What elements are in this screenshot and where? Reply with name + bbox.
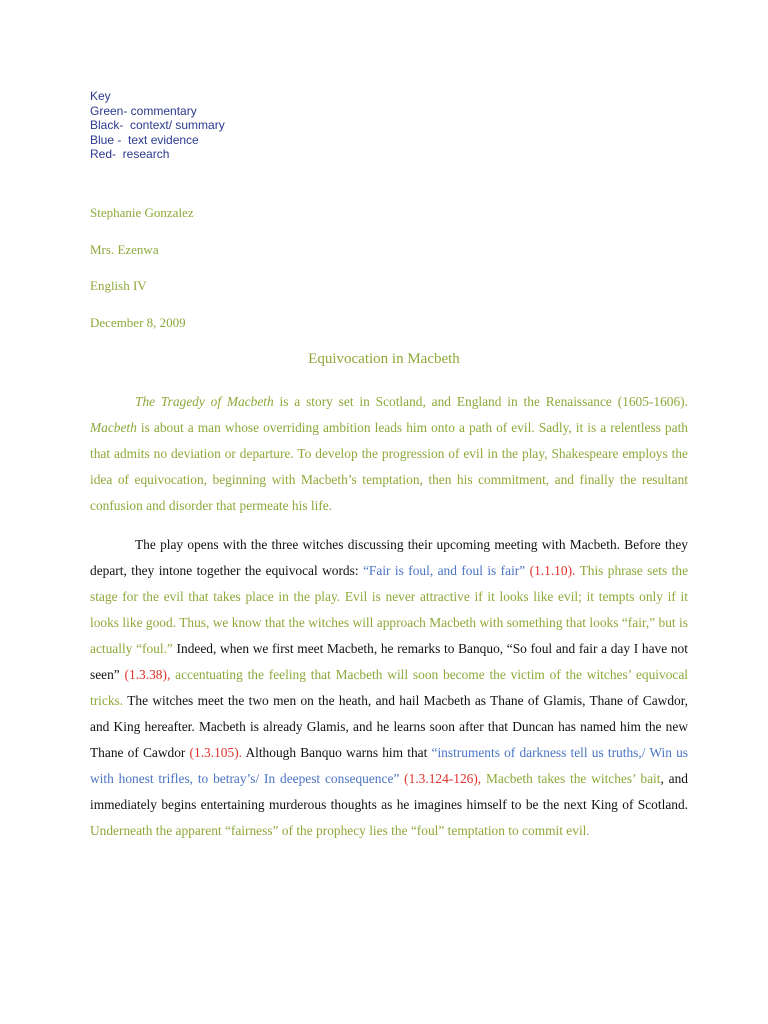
key-item-evidence: Blue - text evidence [90,132,199,147]
essay-title: Equivocation in Macbeth [308,351,460,367]
quote-instruments-of-darkness: “instruments of darkness tell us truths,/ Win us with honest trifles, to betray’s/ In deepest consequence” [90,745,688,786]
color-key [90,89,225,162]
commentary-1: This phrase sets the stage for the evil that takes place in the play. Evil is never attractive if it looks like evil; it tempts only if it looks like good. Thus, we know that the witches will approach Macbeth with something that looks “fair,” but is actually “foul.” [90,563,689,656]
essay-date: December 8, 2009 [90,315,186,330]
key-item-context: Black- context/ summary [90,118,225,132]
play-title-short: Macbeth [90,420,137,435]
citation-1-1-10: (1.1.10). [525,563,576,578]
course-name: English IV [90,278,147,293]
teacher-name: Mrs. Ezenwa [90,242,159,257]
commentary-4: Underneath the apparent “fairness” of the prophecy lies the “foul” temptation to commit evil. [90,823,590,838]
commentary-3: Macbeth takes the witches’ bait [481,771,661,786]
key-heading: Key [90,89,111,103]
commentary-2: accentuating the feeling that Macbeth will soon become the victim of the witches’ equivocal tricks. [90,667,689,708]
context-5: , and immediately begins entertaining murderous thoughts as he imagines himself to be the next King of Scotland. [90,771,688,812]
key-item-commentary: Green- commentary [90,103,197,118]
citation-1-3-38: (1.3.38), [119,667,171,682]
context-3: The witches meet the two men on the heath, and hail Macbeth as Thane of Glamis, Thane of Cawdor, and King hereafter. Macbeth is already Glamis, and he learns soon after that Duncan has named him the new Thane of Cawdor [90,693,688,760]
context-4: Although Banquo warns him that [242,745,432,760]
context-1: The play opens with the three witches discussing their upcoming meeting with Macbeth. Before they depart, they intone together the equivocal words: [90,537,688,578]
citation-1-3-124: (1.3.124-126), [399,771,482,786]
citation-1-3-105: (1.3.105). [185,745,242,760]
context-2: Indeed, when we first meet Macbeth, he remarks to Banquo, “So foul and fair a day I have not seen” [90,641,688,682]
intro-text-1: is a story set in Scotland, and England in the Renaissance (1605-1606). [273,394,688,409]
play-title-italic: The Tragedy of Macbeth [135,394,274,409]
paragraph-body [90,532,688,844]
intro-text-2: is about a man whose overriding ambition leads him onto a path of evil. Sadly, it is a relentless path that admits no deviation or departure. To develop the progression of evil in the play, Shakespeare employs the idea of equivocation, beginning with Macbeth’s temptation, then his commitment, and finally the resultant confusion and disorder that permeate his life. [90,420,688,513]
key-item-research: Red- research [90,147,170,161]
paragraph-intro [90,389,688,519]
author-name: Stephanie Gonzalez [90,205,194,220]
quote-fair-is-foul: “Fair is foul, and foul is fair” [362,563,526,578]
